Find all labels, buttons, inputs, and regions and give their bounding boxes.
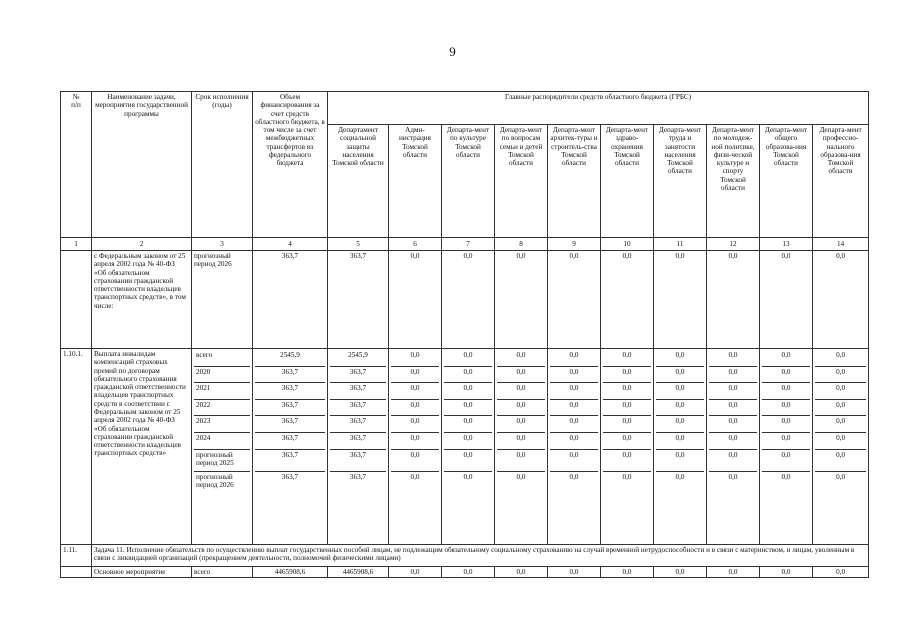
header-department: Департа-мент архитек-туры и строитель-ства Томской области	[548, 125, 601, 238]
value-cell: 0,0	[675, 472, 685, 481]
value-cell: 0,0	[391, 433, 439, 450]
column-numbers-row	[61, 238, 869, 251]
value-cell: 0,0	[391, 450, 439, 472]
value-cell: 4465908,6	[253, 567, 328, 578]
value-cell: 0,0	[815, 367, 866, 384]
value-cell: 363,7	[281, 472, 299, 481]
value-cell: 0,0	[656, 433, 704, 450]
value-stack	[495, 349, 548, 545]
value-cell: 0,0	[550, 450, 598, 472]
header-department: Департа-мент здраво-охранения Томской области	[601, 125, 654, 238]
value-cell: 0,0	[550, 416, 598, 433]
header-department: Департа-мент профессио-нального образова-ния Томской области	[813, 125, 869, 238]
value-cell: 0,0	[815, 400, 866, 417]
period-cell: 2023	[194, 416, 250, 433]
header-department: Департа-мент по вопросам семьи и детей Томской области	[495, 125, 548, 238]
value-cell: 0,0	[707, 567, 760, 578]
value-cell: 0,0	[709, 383, 757, 400]
value-cell: 363,7	[330, 450, 386, 472]
value-cell: 0,0	[548, 251, 601, 349]
column-number: 6	[389, 238, 442, 251]
value-stack	[813, 349, 869, 545]
value-cell: 0,0	[444, 450, 492, 472]
header-department: Департа-мент труда и занятости населения Томской области	[654, 125, 707, 238]
value-cell: 0,0	[391, 400, 439, 417]
header-period: Срок исполнения (годы)	[192, 92, 253, 238]
period-cell: прогнозный период 2025	[194, 450, 250, 472]
value-cell: 0,0	[813, 251, 869, 349]
value-cell: 0,0	[603, 350, 651, 367]
value-stack	[654, 349, 707, 545]
header-num: № п/п	[61, 92, 92, 238]
row-num: 1.10.1.	[61, 349, 92, 545]
value-stack	[601, 349, 654, 545]
main-event-row	[61, 567, 869, 578]
value-cell: 0,0	[444, 416, 492, 433]
value-cell: 0,0	[391, 350, 439, 367]
header-task-name: Наименование задачи, мероприятия государственной программы	[92, 92, 192, 238]
value-cell: 2545,9	[255, 350, 325, 367]
value-cell: 363,7	[330, 400, 386, 417]
value-stack	[389, 349, 442, 545]
value-cell: 0,0	[656, 367, 704, 384]
page-number: 9	[449, 44, 456, 59]
value-cell: 0,0	[762, 433, 810, 450]
value-cell: 0,0	[709, 433, 757, 450]
value-cell: 0,0	[836, 472, 846, 481]
value-cell: 0,0	[815, 350, 866, 367]
value-stack	[253, 349, 328, 545]
value-cell: 0,0	[709, 416, 757, 433]
value-cell: 0,0	[410, 472, 420, 481]
value-cell: 0,0	[603, 367, 651, 384]
value-cell: 363,7	[330, 416, 386, 433]
value-cell: 0,0	[601, 567, 654, 578]
value-cell: 0,0	[622, 472, 632, 481]
value-cell: 0,0	[389, 567, 442, 578]
value-cell: 363,7	[255, 400, 325, 417]
value-cell: 0,0	[444, 400, 492, 417]
value-cell: 0,0	[444, 433, 492, 450]
value-cell: 0,0	[813, 567, 869, 578]
value-cell: 0,0	[709, 450, 757, 472]
value-cell: 0,0	[497, 350, 545, 367]
period-cell: 2024	[194, 433, 250, 450]
value-cell: 0,0	[815, 383, 866, 400]
value-cell: 0,0	[815, 433, 866, 450]
value-cell: 363,7	[255, 450, 325, 472]
column-number: 12	[707, 238, 760, 251]
column-number: 9	[548, 238, 601, 251]
value-cell: 0,0	[654, 251, 707, 349]
value-cell: 0,0	[762, 400, 810, 417]
value-stack	[707, 349, 760, 545]
value-cell: 0,0	[656, 450, 704, 472]
value-cell: 0,0	[654, 567, 707, 578]
value-cell: 0,0	[603, 416, 651, 433]
value-cell: 0,0	[516, 472, 526, 481]
value-cell: 0,0	[550, 367, 598, 384]
row-name: Основное мероприятие	[92, 567, 192, 578]
column-number: 3	[192, 238, 253, 251]
value-cell: 0,0	[762, 416, 810, 433]
period-stack	[192, 349, 253, 545]
column-number: 1	[61, 238, 92, 251]
period-cell: 2020	[194, 367, 250, 384]
value-cell: 0,0	[497, 367, 545, 384]
value-cell: 0,0	[728, 472, 738, 481]
continuation-row	[61, 251, 869, 349]
value-cell: 0,0	[781, 472, 791, 481]
column-number: 14	[813, 238, 869, 251]
task-11-row	[61, 545, 869, 567]
row-period: прогнозный период 2026	[192, 251, 253, 349]
header-department: Департа-мент по молодеж-ной политике, физи-ческой культуре и спорту Томской области	[707, 125, 760, 238]
value-cell: 0,0	[760, 251, 813, 349]
value-cell: 0,0	[762, 450, 810, 472]
row-num	[61, 567, 92, 578]
value-cell: 0,0	[603, 450, 651, 472]
value-cell: 0,0	[569, 472, 579, 481]
row-period: всего	[192, 567, 253, 578]
row-num	[61, 251, 92, 349]
column-number: 13	[760, 238, 813, 251]
value-cell: 0,0	[391, 383, 439, 400]
header-grbs: Главные распорядители средств областного бюджета (ГРБС)	[328, 92, 869, 125]
value-cell: 0,0	[762, 367, 810, 384]
value-cell: 363,7	[255, 416, 325, 433]
column-number: 5	[328, 238, 389, 251]
period-cell: всего	[194, 350, 250, 367]
value-cell: 363,7	[330, 367, 386, 384]
value-cell: 0,0	[495, 251, 548, 349]
task-text: Задача 11. Исполнение обязательств по осуществлению выплат государственных пособий лицам, не подлежащим обязательному социальному страхованию на случай временной нетрудоспособности и в связи с материнством, и лицам, уволенным в связи с ликвидацией организаций (прекращением деятельности, полномочий физическими лицами)	[92, 545, 869, 567]
value-cell: 0,0	[495, 567, 548, 578]
value-cell: 0,0	[550, 350, 598, 367]
value-stack	[548, 349, 601, 545]
task-num: 1.11.	[61, 545, 92, 567]
value-cell: 0,0	[760, 567, 813, 578]
value-cell: 0,0	[444, 350, 492, 367]
column-number: 7	[442, 238, 495, 251]
value-cell: 363,7	[253, 251, 328, 349]
header-volume: Объем финансирования за счет средств областного бюджета, в том числе за счет межбюджетных трансфертов из федерального бюджета	[253, 92, 328, 238]
row-name: Выплата инвалидам компенсаций страховых премий по договорам обязательного страхования гражданской ответственности владельцев транспортных средств в соответствии с Федеральным законом от 25 апреля 2002 года № 40-ФЗ «Об обязательном страховании гражданской ответственности владельцев транспортных средств»	[92, 349, 192, 545]
value-cell: 0,0	[463, 472, 473, 481]
period-cell: 2021	[194, 383, 250, 400]
value-cell: 0,0	[391, 367, 439, 384]
value-cell: 0,0	[497, 416, 545, 433]
value-cell: 0,0	[709, 350, 757, 367]
column-number: 2	[92, 238, 192, 251]
value-cell: 0,0	[656, 350, 704, 367]
value-cell: 0,0	[603, 433, 651, 450]
value-cell: 0,0	[709, 400, 757, 417]
column-number: 4	[253, 238, 328, 251]
value-cell: 0,0	[762, 383, 810, 400]
value-cell: 0,0	[603, 383, 651, 400]
value-cell: 2545,9	[330, 350, 386, 367]
value-cell: 0,0	[656, 416, 704, 433]
value-cell: 0,0	[656, 383, 704, 400]
value-cell: 0,0	[497, 433, 545, 450]
value-cell: 363,7	[255, 433, 325, 450]
value-cell: 0,0	[548, 567, 601, 578]
row-1-10-1	[61, 349, 869, 545]
period-cell: прогнозный период 2026	[196, 472, 234, 489]
header-department: Департа-мент общего образова-ния Томской области	[760, 125, 813, 238]
value-stack	[442, 349, 495, 545]
budget-table	[60, 91, 869, 578]
value-cell: 0,0	[442, 567, 495, 578]
value-cell: 363,7	[330, 383, 386, 400]
value-cell: 0,0	[550, 400, 598, 417]
value-cell: 363,7	[255, 383, 325, 400]
value-cell: 0,0	[815, 416, 866, 433]
value-cell: 0,0	[709, 367, 757, 384]
value-cell: 0,0	[815, 450, 866, 472]
value-cell: 363,7	[255, 367, 325, 384]
header-department: Департамент социальной защиты населения Томской области	[328, 125, 389, 238]
value-cell: 363,7	[349, 472, 367, 481]
value-cell: 4465908,6	[328, 567, 389, 578]
row-name: с Федеральным законом от 25 апреля 2002 года № 40-ФЗ «Об обязательном страховании гражданской ответственности владельцев транспортных средств», в том числе:	[92, 251, 192, 349]
value-cell: 363,7	[330, 433, 386, 450]
value-cell: 0,0	[391, 416, 439, 433]
value-cell: 0,0	[603, 400, 651, 417]
value-cell: 0,0	[550, 383, 598, 400]
value-cell: 0,0	[707, 251, 760, 349]
value-cell: 0,0	[389, 251, 442, 349]
value-cell: 0,0	[442, 251, 495, 349]
value-stack	[760, 349, 813, 545]
column-number: 8	[495, 238, 548, 251]
value-cell: 0,0	[497, 383, 545, 400]
value-cell: 0,0	[550, 433, 598, 450]
value-cell: 0,0	[601, 251, 654, 349]
value-cell: 0,0	[762, 350, 810, 367]
header-department: Адми-нистрация Томской области	[389, 125, 442, 238]
value-cell: 0,0	[497, 450, 545, 472]
column-number: 10	[601, 238, 654, 251]
value-cell: 363,7	[328, 251, 389, 349]
value-cell: 0,0	[656, 400, 704, 417]
header-department: Департа-мент по культуре Томской области	[442, 125, 495, 238]
value-stack	[328, 349, 389, 545]
value-cell: 0,0	[444, 367, 492, 384]
value-cell: 0,0	[444, 383, 492, 400]
period-cell: 2022	[194, 400, 250, 417]
column-number: 11	[654, 238, 707, 251]
value-cell: 0,0	[497, 400, 545, 417]
